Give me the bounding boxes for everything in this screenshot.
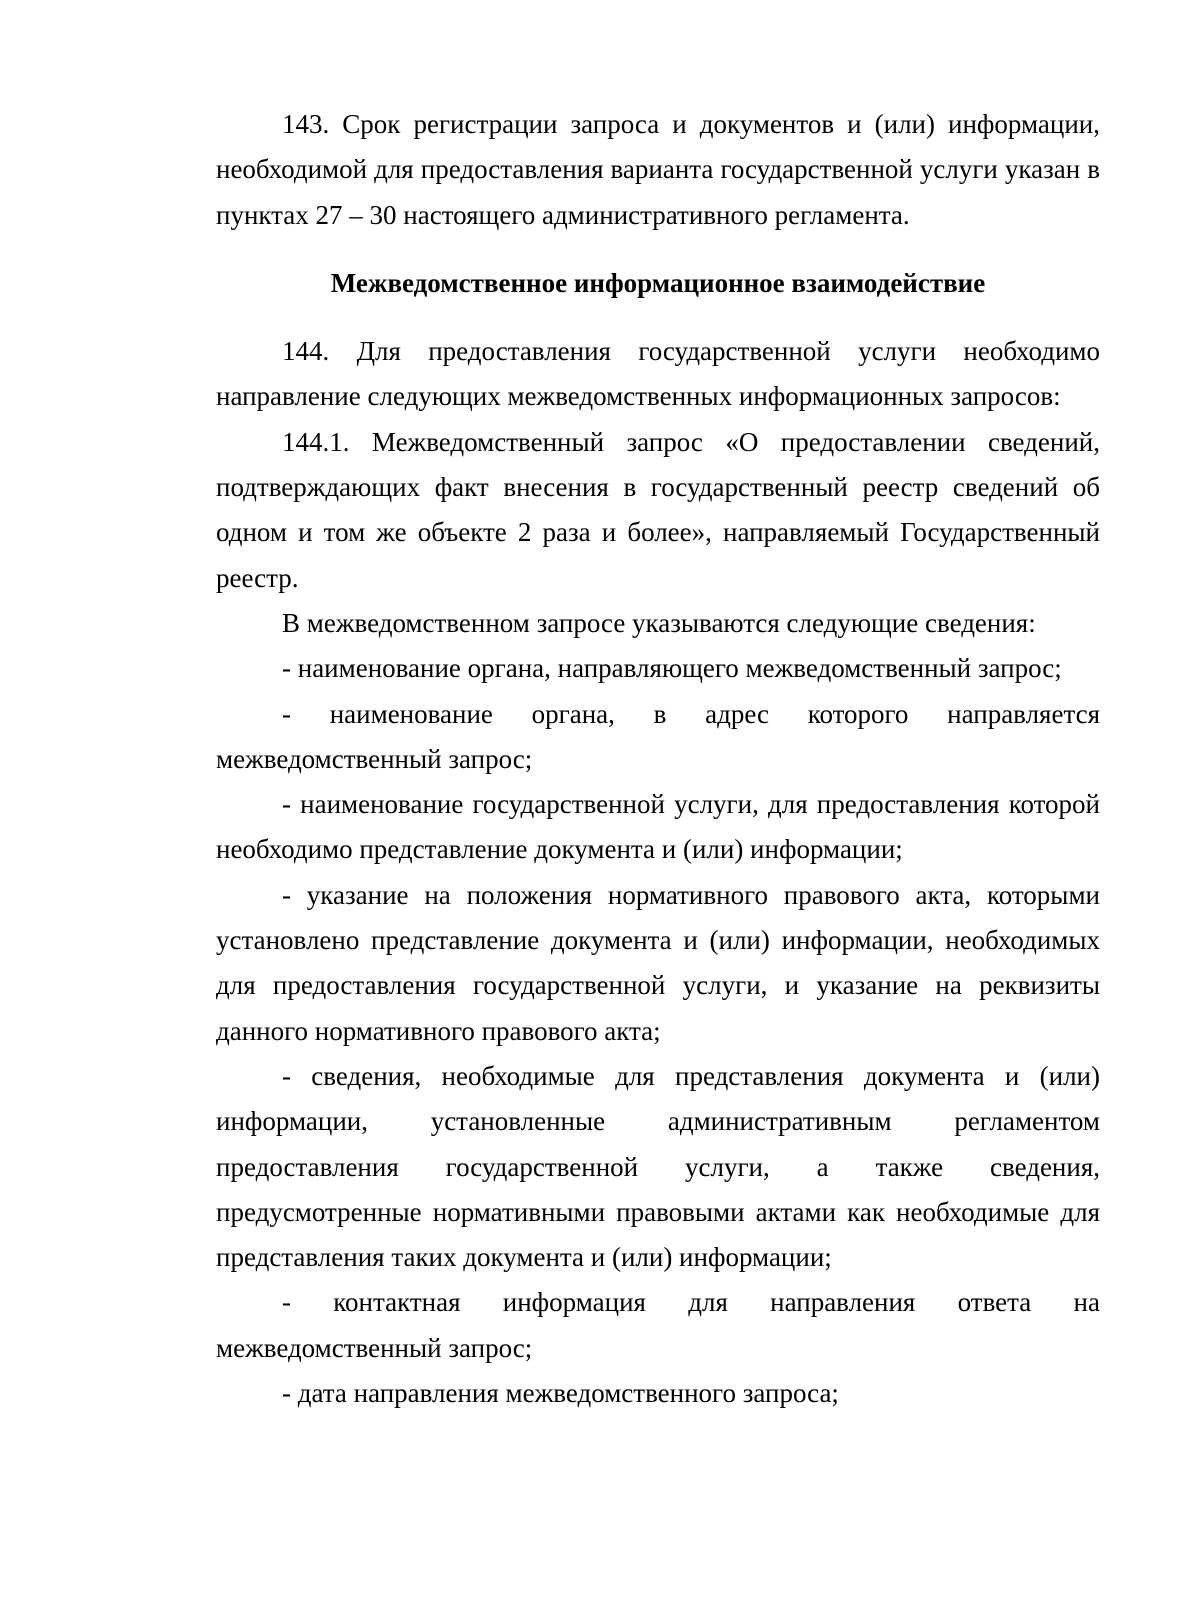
section-heading: Межведомственное информационное взаимодействие — [330, 267, 986, 298]
paragraph-143: 143. Срок регистрации запроса и документов и (или) информации, необходимой для предоставления варианта государственной услуги указан в пунктах 27 – 30 настоящего административного регламента. — [216, 109, 1100, 230]
paragraph-144-1: 144.1. Межведомственный запрос «О предоставлении сведений, подтверждающих факт внесения в государственный реестр сведений об одном и том же объекте 2 раза и более», направляемый Государственный реестр. — [216, 426, 1100, 593]
list-item-request-date: - дата направления межведомственного запроса; — [282, 1378, 839, 1409]
list-item-organ-recipient: - наименование органа, в адрес которого направляется межведомственный запрос; — [216, 698, 1100, 774]
list-item-organ-sender: - наименование органа, направляющего межведомственный запрос; — [282, 653, 1062, 684]
list-item-contact-info: - контактная информация для направления ответа на межведомственный запрос; — [216, 1287, 1100, 1363]
paragraph-144: 144. Для предоставления государственной услуги необходимо направление следующих межведомственных информационных запросов: — [216, 336, 1100, 412]
list-item-legal-act: - указание на положения нормативного правового акта, которыми установлено представление документа и (или) информации, необходимых для предоставления государственной услуги, и указание на реквизиты данного нормативного правового акта; — [216, 879, 1100, 1046]
list-item-required-info: - сведения, необходимые для представления документа и (или) информации, установленные административным регламентом предоставления государственной услуги, а также сведения, предусмотренные нормативными правовыми актами как необходимые для представления таких документа и (или) информации; — [216, 1060, 1100, 1273]
intro-line: В межведомственном запросе указываются следующие сведения: — [282, 607, 1036, 638]
document-page — [216, 102, 1100, 1416]
list-item-service-name: - наименование государственной услуги, для предоставления которой необходимо представление документа и (или) информации; — [216, 789, 1100, 865]
